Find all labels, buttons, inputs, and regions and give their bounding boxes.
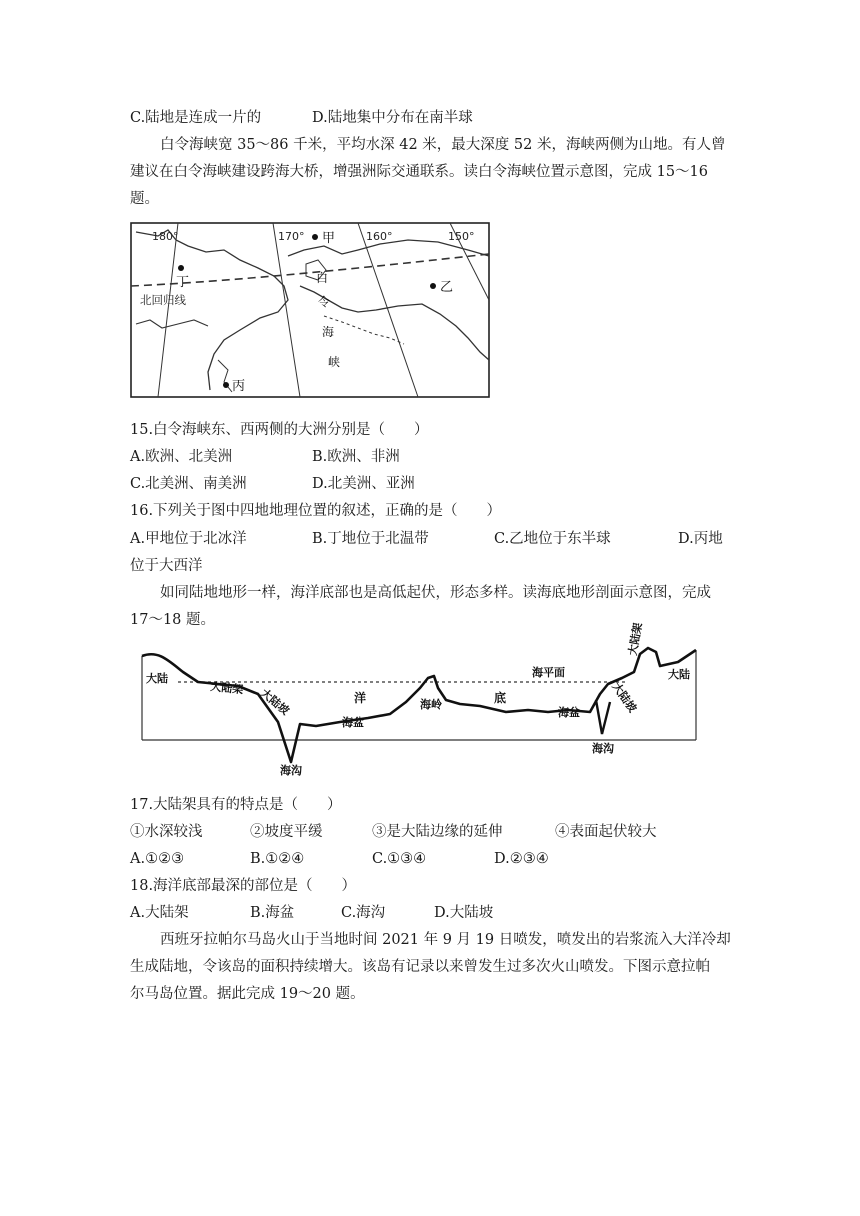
- passage3-line3: 尔马岛位置。据此完成 19～20 题。: [130, 986, 365, 1002]
- q18-option-b: B.海盆: [250, 905, 295, 921]
- q14-option-c: C.陆地是连成一片的: [130, 110, 262, 126]
- label-basin-right: 海盆: [558, 706, 580, 719]
- label-trench-left: 海沟: [280, 764, 302, 777]
- q17-option-b: B.①②④: [250, 851, 305, 867]
- place-jia-dot: [312, 234, 318, 240]
- meridian-label-160: 160°: [366, 230, 393, 243]
- passage2-line2: 17～18 题。: [130, 612, 216, 628]
- label-sea-level: 海平面: [532, 666, 565, 679]
- q15-option-a: A.欧洲、北美洲: [130, 449, 233, 465]
- q15-stem: 15.白令海峡东、西两侧的大洲分别是（ ）: [130, 422, 429, 438]
- seabed-profile-diagram: [128, 621, 702, 780]
- q18-stem: 18.海洋底部最深的部位是（ ）: [130, 878, 357, 894]
- q16-option-c: C.乙地位于东半球: [494, 531, 611, 547]
- label-floor: 底: [494, 691, 507, 705]
- label-slope-left: 大陆坡: [258, 686, 292, 718]
- q17-option-a: A.①②③: [130, 851, 185, 867]
- q16-option-a: A.甲地位于北冰洋: [130, 531, 247, 547]
- q17-statement-3: ③是大陆边缘的延伸: [372, 824, 503, 840]
- label-basin-left: 海盆: [342, 716, 364, 729]
- q17-statement-2: ②坡度平缓: [250, 824, 323, 840]
- label-land-right: 大陆: [668, 668, 690, 681]
- q15-option-c: C.北美洲、南美洲: [130, 476, 247, 492]
- passage3-line1: 西班牙拉帕尔马岛火山于当地时间 2021 年 9 月 19 日喷发，喷发出的岩浆流入大洋冷却: [160, 932, 731, 948]
- label-ridge: 海岭: [420, 698, 442, 711]
- q18-option-d: D.大陆坡: [434, 905, 494, 921]
- right-trench-line: [596, 700, 610, 734]
- place-bing-dot: [223, 382, 229, 388]
- q16-option-d: D.丙地: [678, 531, 723, 547]
- label-slope-right: 大陆坡: [609, 680, 640, 715]
- q16-option-d-cont: 位于大西洋: [130, 558, 203, 574]
- meridian-label-170: 170°: [278, 230, 305, 243]
- strait-char-2: 令: [318, 295, 331, 309]
- q16-stem: 16.下列关于图中四地地理位置的叙述，正确的是（ ）: [130, 503, 502, 519]
- strait-char-4: 峡: [328, 355, 341, 369]
- place-ding-label: 丁: [176, 275, 190, 290]
- passage2-line1: 如同陆地地形一样，海洋底部也是高低起伏，形态多样。读海底地形剖面示意图，完成: [160, 585, 711, 601]
- q15-option-b: B.欧洲、非洲: [312, 449, 400, 465]
- place-jia-label: 甲: [322, 231, 336, 246]
- place-yi-dot: [430, 283, 436, 289]
- place-ding-dot: [178, 265, 184, 271]
- passage1-line1: 白令海峡宽 35～86 千米，平均水深 42 米，最大深度 52 米，海峡两侧为山地。有人曾: [160, 137, 726, 153]
- q18-option-c: C.海沟: [341, 905, 386, 921]
- q17-statement-1: ①水深较浅: [130, 824, 203, 840]
- q14-option-d: D.陆地集中分布在南半球: [312, 110, 473, 126]
- bering-strait-map: [128, 220, 492, 400]
- strait-char-3: 海: [322, 325, 335, 339]
- strait-char-1: 白: [316, 271, 329, 285]
- q17-statement-4: ④表面起伏较大: [555, 824, 657, 840]
- place-yi-label: 乙: [440, 280, 454, 295]
- passage1-line2: 建议在白令海峡建设跨海大桥，增强洲际交通联系。读白令海峡位置示意图，完成 15～16: [130, 164, 709, 180]
- label-land-left: 大陆: [146, 672, 168, 685]
- q18-option-a: A.大陆架: [130, 905, 189, 921]
- q16-option-b: B.丁地位于北温带: [312, 531, 429, 547]
- tropic-label: 北回归线: [140, 293, 186, 307]
- meridian-label-180: 180°: [152, 230, 179, 243]
- place-bing-label: 丙: [232, 379, 246, 394]
- passage3-line2: 生成陆地，令该岛的面积持续增大。该岛有记录以来曾发生过多次火山喷发。下图示意拉帕: [130, 959, 710, 975]
- passage1-line3: 题。: [130, 191, 159, 207]
- q17-option-c: C.①③④: [372, 851, 427, 867]
- q17-option-d: D.②③④: [494, 851, 549, 867]
- q17-stem: 17.大陆架具有的特点是（ ）: [130, 797, 342, 813]
- label-ocean: 洋: [354, 691, 367, 705]
- label-shelf-right: 大陆架: [626, 621, 645, 657]
- label-shelf-left: 大陆架: [209, 680, 244, 697]
- meridian-label-150: 150°: [448, 230, 475, 243]
- q15-option-d: D.北美洲、亚洲: [312, 476, 415, 492]
- label-trench-right: 海沟: [592, 742, 614, 755]
